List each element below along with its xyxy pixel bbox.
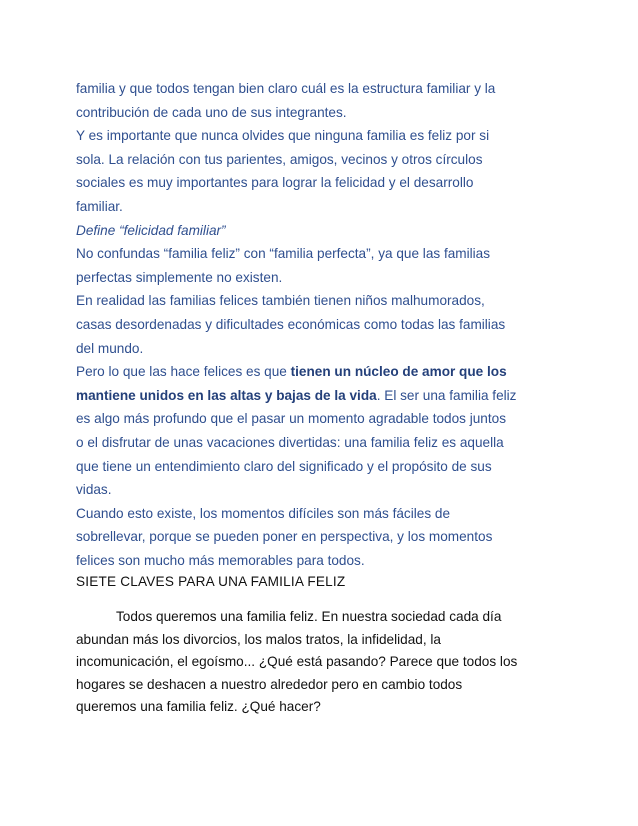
text-line: familia y que todos tengan bien claro cuál es la estructura familiar y la [76, 81, 496, 96]
text-line: familiar. [76, 198, 123, 214]
section-heading: SIETE CLAVES PARA UNA FAMILIA FELIZ [76, 574, 346, 590]
text-line: sociales es muy importantes para lograr la felicidad y el desarrollo [76, 175, 474, 191]
bold-text-fragment: tienen un núcleo de amor que los [290, 364, 507, 380]
text-line: casas desordenadas y dificultades económicas como todas las familias [76, 316, 506, 332]
text-line: Y es importante que nunca olvides que ninguna familia es feliz por si [76, 128, 490, 144]
text-line: vidas. [76, 482, 112, 498]
text-line: sola. La relación con tus parientes, amigos, vecinos y otros círculos [76, 151, 483, 167]
blue-text-block [76, 77, 576, 572]
text-line: del mundo. [76, 340, 144, 356]
text-line: hogares se deshacen a nuestro alrededor pero en cambio todos [76, 676, 463, 692]
text-line: o el disfrutar de unas vacaciones divertidas: una familia feliz es aquella [76, 434, 504, 450]
text-line: incomunicación, el egoísmo... ¿Qué está pasando? Parece que todos los [76, 654, 518, 670]
text-line: No confundas “familia feliz” con “familia perfecta”, ya que las familias [76, 246, 491, 262]
text-line: En realidad las familias felices también tienen niños malhumorados, [76, 293, 485, 309]
text-line: contribución de cada uno de sus integrantes. [76, 104, 347, 120]
text-line [76, 384, 576, 408]
text-line: abundan más los divorcios, los malos tratos, la infidelidad, la [76, 631, 441, 647]
bold-text-fragment: mantiene unidos en las altas y bajas de la vida [76, 387, 377, 403]
text-line: perfectas simplemente no existen. [76, 269, 283, 285]
text-line: Todos queremos una familia feliz. En nuestra sociedad cada día [116, 609, 502, 625]
text-line: queremos una familia feliz. ¿Qué hacer? [76, 699, 321, 715]
body-paragraph [76, 606, 576, 718]
black-text-block [76, 572, 576, 718]
section-subtitle: Define “felicidad familiar” [76, 222, 226, 238]
text-line: que tiene un entendimiento claro del significado y el propósito de sus [76, 458, 492, 474]
text-fragment: Pero lo que las hace felices es que [76, 364, 291, 380]
text-line: es algo más profundo que el pasar un momento agradable todos juntos [76, 411, 506, 427]
text-line: felices son mucho más memorables para todos. [76, 552, 365, 568]
text-fragment: . El ser una familia feliz [376, 387, 517, 403]
text-line [76, 360, 576, 384]
text-line: Cuando esto existe, los momentos difíciles son más fáciles de [76, 505, 451, 521]
text-line: sobrellevar, porque se pueden poner en perspectiva, y los momentos [76, 529, 493, 545]
document-page [76, 77, 576, 719]
